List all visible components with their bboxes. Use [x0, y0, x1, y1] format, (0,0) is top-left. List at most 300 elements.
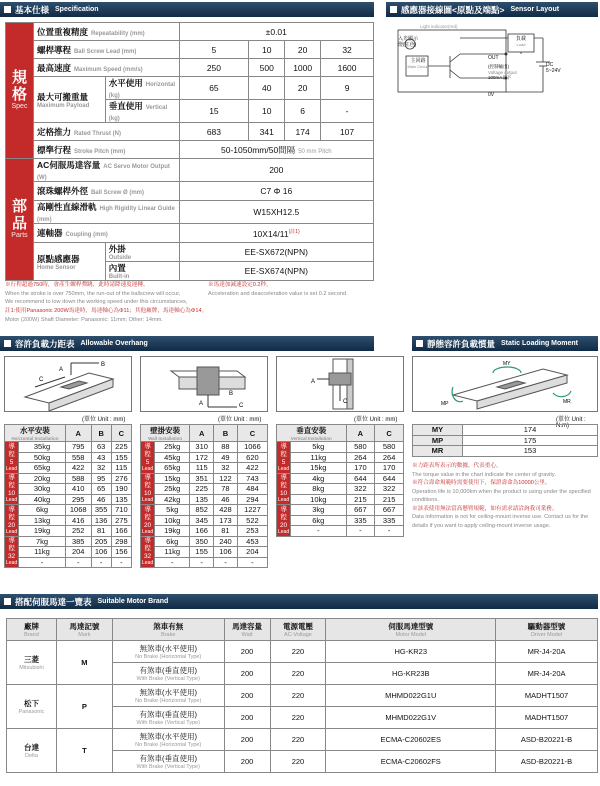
- lead-word: 導程: [8, 537, 15, 553]
- speed-value: 1000: [285, 59, 321, 77]
- overhang-value: 11kg: [19, 547, 66, 558]
- overhang-value: -: [155, 557, 190, 568]
- lead-value: 32: [321, 41, 374, 59]
- header-square-icon: [4, 340, 11, 347]
- lead-word: 導程: [8, 474, 15, 490]
- motor-col-header: [326, 619, 496, 641]
- moment-value: 174: [463, 425, 598, 436]
- overhang-value: -: [91, 557, 111, 568]
- lead-cell: [5, 473, 19, 505]
- overhang-value: 115: [190, 463, 214, 474]
- table-row: [5, 515, 132, 526]
- overhang-value: 15kg: [291, 463, 346, 474]
- voltage-cell: 220: [270, 707, 326, 729]
- spec-table: [5, 22, 374, 281]
- overhang-value: -: [65, 557, 91, 568]
- overhang-value: 65kg: [155, 463, 190, 474]
- table-row: [5, 526, 132, 537]
- overhang-table: [4, 424, 132, 568]
- overhang-value: 225: [190, 484, 214, 495]
- wall-install-diagram: [140, 356, 268, 412]
- svg-text:C: C: [343, 399, 348, 405]
- guide-value: W15XH12.5: [179, 201, 373, 224]
- motor-col-en: Brand: [24, 632, 39, 638]
- svg-text:MP: MP: [441, 401, 449, 407]
- motor-header: 搭配伺服馬達一覽表 Suitable Motor Brand: [0, 594, 598, 609]
- voltage-cell: 220: [270, 641, 326, 663]
- overhang-value: 45kg: [155, 452, 190, 463]
- moment-note-zh: ※該表使用無法當高懸臂規範，如有需求請洽詢我司業務。: [412, 505, 558, 512]
- speed-value: 1600: [321, 59, 374, 77]
- overhang-title-en: Wall Installation: [148, 436, 183, 441]
- payload-label: 最大可搬重量 Maximum Payload: [33, 77, 105, 123]
- overhang-value: 580: [375, 442, 404, 453]
- overhang-value: 295: [65, 494, 91, 505]
- overhang-value: 385: [65, 536, 91, 547]
- lead-word: 導程: [144, 474, 151, 490]
- motor-col-en: AC-Voltage: [284, 632, 312, 638]
- motor-model-cell: MHMD022G1U: [326, 685, 496, 707]
- overhang-value: 156: [111, 547, 131, 558]
- table-row: [7, 729, 598, 751]
- overhang-value: 852: [190, 505, 214, 516]
- lead-value: 32: [143, 553, 152, 561]
- overhang-value: 350: [190, 536, 214, 547]
- brake-zh: 無煞車(水平使用): [139, 644, 197, 653]
- overhang-value: 1068: [65, 505, 91, 516]
- payload-h-label: 水平使用 Horizontal (kg): [105, 77, 179, 100]
- overhang-value: 35kg: [19, 442, 66, 453]
- motor-col-zh: 馬達記號: [69, 622, 100, 631]
- table-row: [5, 536, 132, 547]
- lead-en: Lead: [6, 465, 18, 472]
- overhang-value: 106: [214, 547, 238, 558]
- lead-value: 20: [279, 521, 288, 529]
- svg-text:MY: MY: [503, 361, 511, 367]
- lead-en: Lead: [278, 465, 290, 472]
- driver-model-cell: ASD-B20221-B: [496, 729, 598, 751]
- overhang-value: 588: [65, 473, 91, 484]
- coupling-label: 連軸器 Coupling (mm): [33, 224, 179, 243]
- overhang-value: 10kg: [291, 494, 346, 505]
- overhang-value: 644: [375, 473, 404, 484]
- overhang-unit: (單位 Unit : mm): [354, 417, 398, 423]
- overhang-value: -: [190, 557, 214, 568]
- payload-h-value: 40: [249, 77, 285, 100]
- overhang-value: 276: [111, 473, 131, 484]
- overhang-value: 335: [375, 515, 404, 526]
- overhang-value: 19kg: [19, 526, 66, 537]
- overhang-value: 65: [91, 484, 111, 495]
- overhang-value: 106: [91, 547, 111, 558]
- overhang-title: 垂直安裝: [296, 426, 327, 435]
- lead-cell: [277, 473, 291, 505]
- moment-notes: [412, 462, 598, 530]
- overhang-value: -: [291, 526, 346, 537]
- brake-en: With Brake (Vertical Type): [136, 720, 200, 726]
- sensor-label: 原點感應器 Home Sensor: [33, 243, 105, 281]
- brake-zh: 無煞車(水平使用): [139, 732, 197, 741]
- lead-cell: [141, 505, 155, 537]
- voltage-label: (控制輸出) Voltage output 100mA以下: [488, 64, 517, 80]
- motor-col-header: [112, 619, 224, 641]
- overhang-value: 25kg: [155, 442, 190, 453]
- overhang-value: 275: [111, 515, 131, 526]
- overhang-value: 345: [190, 515, 214, 526]
- payload-v-value: 6: [285, 100, 321, 123]
- motor-table: [6, 618, 598, 773]
- table-row: [141, 442, 268, 453]
- lead-cell: [141, 442, 155, 474]
- motor-model-cell: HG-KR23B: [326, 663, 496, 685]
- motor-model-cell: ECMA-C20602ES: [326, 729, 496, 751]
- brake-cell: [112, 663, 224, 685]
- overhang-header: 容許負載力距表 Allowable Overhang: [0, 336, 374, 351]
- lead-value: 20: [143, 521, 152, 529]
- overhang-value: 416: [65, 515, 91, 526]
- overhang-value: -: [19, 557, 66, 568]
- lead-value: 10: [143, 490, 152, 498]
- overhang-value: 667: [346, 505, 375, 516]
- watt-cell: 200: [224, 707, 270, 729]
- overhang-value: 88: [214, 442, 238, 453]
- lead-cell: [141, 473, 155, 505]
- svg-text:C: C: [239, 403, 244, 409]
- lead-en: Lead: [142, 497, 154, 504]
- table-row: [277, 515, 404, 526]
- overhang-value: 667: [375, 505, 404, 516]
- lead-value: 5: [9, 458, 14, 466]
- lead-label: 螺桿導程 Ball Screw Lead (mm): [33, 41, 179, 59]
- moment-axis: MY: [413, 425, 463, 436]
- lead-cell: [5, 536, 19, 568]
- overhang-value: 20kg: [19, 473, 66, 484]
- overhang-value: 6kg: [19, 505, 66, 516]
- svg-text:C: C: [39, 377, 44, 383]
- overhang-value: 294: [237, 494, 267, 505]
- overhang-value: 204: [237, 547, 267, 558]
- overhang-col-header: C: [237, 425, 267, 442]
- overhang-value: 484: [237, 484, 267, 495]
- repeat-label: 位置重複精度 Repeatability (mm): [33, 23, 179, 41]
- lead-word: 導程: [144, 505, 151, 521]
- overhang-value: 15kg: [155, 473, 190, 484]
- lead-en: Lead: [6, 528, 18, 535]
- brand-zh: 松下: [23, 699, 39, 708]
- brand-cell: [7, 729, 57, 773]
- lead-value: 20: [7, 521, 16, 529]
- overhang-title-cell: [141, 425, 190, 442]
- moment-note-en: Data information is not for ceiling-mount inverse use. Contact us for the details if you want to apply ceiling-mount inverse usage.: [412, 514, 589, 529]
- table-row: [277, 452, 404, 463]
- watt-cell: 200: [224, 641, 270, 663]
- overhang-value: 558: [65, 452, 91, 463]
- overhang-value: 322: [346, 484, 375, 495]
- table-row: [5, 505, 132, 516]
- lead-en: Lead: [142, 465, 154, 472]
- lead-word: 導程: [144, 537, 151, 553]
- overhang-value: 32: [214, 463, 238, 474]
- overhang-value: 710: [111, 505, 131, 516]
- stroke-value: 50-1050mm/50間隔 50 mm Pitch: [179, 141, 373, 159]
- lead-word: 導程: [144, 442, 151, 458]
- overhang-value: 422: [65, 463, 91, 474]
- overhang-value: 65kg: [19, 463, 66, 474]
- overhang-value: 1066: [237, 442, 267, 453]
- table-row: [277, 442, 404, 453]
- overhang-value: 170: [375, 463, 404, 474]
- overhang-value: 25kg: [155, 484, 190, 495]
- zero-volt-label: 0V: [488, 92, 495, 98]
- speed-value: 250: [179, 59, 249, 77]
- moment-note-zh: ※符合壽命規範時需要使用下，保證壽命為10000公里。: [412, 480, 551, 486]
- brake-zh: 有煞車(垂直使用): [139, 710, 197, 719]
- watt-cell: 200: [224, 751, 270, 773]
- thrust-value: 341: [249, 123, 285, 141]
- overhang-value: 3kg: [291, 505, 346, 516]
- overhang-col-header: B: [214, 425, 238, 442]
- motor-col-zh: 馬達容量: [232, 622, 263, 631]
- lead-en: Lead: [278, 497, 290, 504]
- overhang-value: 225: [111, 442, 131, 453]
- overhang-value: 204: [65, 547, 91, 558]
- overhang-table: [140, 424, 268, 568]
- overhang-value: 13kg: [19, 515, 66, 526]
- brake-en: With Brake (Vertical Type): [136, 676, 200, 682]
- motor-col-en: Brake: [161, 632, 176, 638]
- overhang-value: 252: [65, 526, 91, 537]
- spec-header: 基本仕様 Specification: [0, 2, 374, 17]
- overhang-value: 351: [190, 473, 214, 484]
- load-label: 負載 Load: [515, 36, 526, 47]
- table-row: [141, 505, 268, 516]
- main-circuit-label: 主回路 Main Circuit: [407, 58, 429, 69]
- brake-cell: [112, 751, 224, 773]
- moment-table: [412, 424, 598, 457]
- overhang-value: 620: [237, 452, 267, 463]
- overhang-col-header: A: [190, 425, 214, 442]
- motor-model-cell: MHMD022G1V: [326, 707, 496, 729]
- lead-value: 10: [249, 41, 285, 59]
- overhang-value: 264: [346, 452, 375, 463]
- svg-text:MR: MR: [563, 399, 571, 405]
- overhang-value: 115: [111, 463, 131, 474]
- indicator-label: 入光顯示燈(紅色): [398, 36, 419, 48]
- overhang-value: 215: [375, 494, 404, 505]
- overhang-value: 11kg: [291, 452, 346, 463]
- overhang-value: -: [346, 526, 375, 537]
- overhang-col-header: C: [375, 425, 404, 442]
- table-row: [141, 557, 268, 568]
- overhang-value: 10kg: [155, 515, 190, 526]
- overhang-value: 580: [346, 442, 375, 453]
- motor-col-header: [7, 619, 57, 641]
- overhang-value: -: [237, 557, 267, 568]
- overhang-value: 8kg: [291, 484, 346, 495]
- overhang-value: 215: [346, 494, 375, 505]
- overhang-value: 155: [190, 547, 214, 558]
- overhang-value: 422: [237, 463, 267, 474]
- overhang-value: 205: [91, 536, 111, 547]
- lead-cell: [141, 536, 155, 568]
- table-row: [141, 484, 268, 495]
- header-square-icon: [4, 598, 11, 605]
- thrust-value: 107: [321, 123, 374, 141]
- motor-col-header: [56, 619, 112, 641]
- motor-col-en: Mark: [78, 632, 91, 638]
- motor-value: 200: [179, 159, 373, 182]
- payload-h-value: 20: [285, 77, 321, 100]
- overhang-title-en: Horizontal Installation: [11, 436, 59, 441]
- parts-group-label: 部品 Parts: [6, 159, 34, 281]
- overhang-value: 6kg: [291, 515, 346, 526]
- motor-col-en: Driver Model: [530, 632, 563, 638]
- driver-model-cell: ASD-B20221-B: [496, 751, 598, 773]
- thrust-label: 定格推力 Rated Thrust (N): [33, 123, 179, 141]
- brake-zh: 有煞車(垂直使用): [139, 666, 197, 675]
- brake-en: No Brake (Horizontal Type): [135, 742, 202, 748]
- watt-cell: 200: [224, 685, 270, 707]
- lead-value: 10: [7, 490, 16, 498]
- driver-model-cell: MADHT1507: [496, 707, 598, 729]
- overhang-value: 335: [346, 515, 375, 526]
- table-row: [7, 619, 598, 641]
- speed-value: 500: [249, 59, 285, 77]
- driver-model-cell: MR-J4-20A: [496, 663, 598, 685]
- wall-overhang-table: [140, 424, 268, 568]
- overhang-value: 428: [214, 505, 238, 516]
- table-row: [141, 452, 268, 463]
- driver-model-cell: MADHT1507: [496, 685, 598, 707]
- table-row: [5, 463, 132, 474]
- repeat-value: ±0.01: [179, 23, 373, 41]
- brand-en: Mitsubishi: [19, 665, 44, 671]
- overhang-value: 166: [111, 526, 131, 537]
- overhang-value: 42kg: [155, 494, 190, 505]
- overhang-value: 166: [190, 526, 214, 537]
- brake-cell: [112, 641, 224, 663]
- thrust-value: 174: [285, 123, 321, 141]
- overhang-value: 170: [346, 463, 375, 474]
- payload-h-value: 9: [321, 77, 374, 100]
- overhang-value: 122: [214, 473, 238, 484]
- overhang-value: 453: [237, 536, 267, 547]
- overhang-value: 155: [111, 452, 131, 463]
- motor-col-zh: 廠牌: [23, 622, 39, 631]
- overhang-value: 81: [214, 526, 238, 537]
- voltage-cell: 220: [270, 663, 326, 685]
- overhang-value: -: [375, 526, 404, 537]
- table-row: [5, 452, 132, 463]
- lead-value: 20: [285, 41, 321, 59]
- lead-cell: [5, 505, 19, 537]
- overhang-value: 522: [237, 515, 267, 526]
- overhang-value: 173: [214, 515, 238, 526]
- table-row: [141, 494, 268, 505]
- brand-en: Delta: [25, 753, 38, 759]
- brake-cell: [112, 729, 224, 751]
- lead-en: Lead: [6, 497, 18, 504]
- brand-zh: 台達: [23, 743, 39, 752]
- driver-model-cell: MR-J4-20A: [496, 641, 598, 663]
- overhang-unit: (單位 Unit : mm): [218, 417, 262, 423]
- overhang-value: 743: [237, 473, 267, 484]
- lead-cell: [277, 442, 291, 474]
- table-row: [5, 473, 132, 484]
- overhang-value: 410: [65, 484, 91, 495]
- screw-value: C7 Φ 16: [179, 182, 373, 201]
- overhang-value: 49: [214, 452, 238, 463]
- overhang-value: 644: [346, 473, 375, 484]
- header-square-icon: [416, 340, 423, 347]
- screw-label: 滾珠螺桿外徑 Ball Screw Ø (mm): [33, 182, 179, 201]
- svg-text:B: B: [229, 391, 234, 397]
- overhang-value: 81: [91, 526, 111, 537]
- moment-axis: MP: [413, 435, 463, 446]
- overhang-value: 19kg: [155, 526, 190, 537]
- overhang-value: 5kg: [155, 505, 190, 516]
- lead-cell: [277, 505, 291, 537]
- mark-cell: T: [56, 729, 112, 773]
- overhang-value: 795: [65, 442, 91, 453]
- spec-note-3: 註1:使用Panasonic 200W馬達時，馬達軸心為Φ11；其他廠牌，馬達軸心為Φ14。 Motor (200W) Shaft Diameter: Panasonic: 11mm; Other: 14mm.: [5, 308, 208, 323]
- table-row: [141, 463, 268, 474]
- overhang-value: 50kg: [19, 452, 66, 463]
- guide-label: 高剛性直線滑軌 High Rigidity Linear Guide (mm): [33, 201, 179, 224]
- moment-value: 153: [463, 446, 598, 457]
- overhang-value: 253: [237, 526, 267, 537]
- overhang-value: 63: [91, 442, 111, 453]
- sensor-in-label: 內置 Built-in: [105, 262, 179, 281]
- overhang-title-en: Vertical Installation: [290, 436, 332, 441]
- motor-col-zh: 伺服馬達型號: [388, 622, 434, 631]
- spec-note-2: ※馬達加減速設定0.2秒。 Acceleration and deacceleration value is set 0.2 second.: [208, 282, 348, 297]
- lead-value: 10: [279, 490, 288, 498]
- spec-group-label: 規格 Spec: [6, 23, 34, 159]
- table-row: [141, 526, 268, 537]
- overhang-title-cell: [5, 425, 66, 442]
- overhang-table: [276, 424, 404, 537]
- moment-axis: MR: [413, 446, 463, 457]
- table-row: [413, 446, 598, 457]
- lead-en: Lead: [142, 560, 154, 567]
- lead-value: 5: [281, 458, 286, 466]
- motor-model-cell: ECMA-C20602FS: [326, 751, 496, 773]
- table-row: [277, 526, 404, 537]
- overhang-value: 310: [190, 442, 214, 453]
- payload-v-label: 垂直使用 Vertical (kg): [105, 100, 179, 123]
- lead-value: 5: [145, 458, 150, 466]
- overhang-value: -: [214, 557, 238, 568]
- moment-note-en: Operation life is 10,000km when the product is using under the specified conditions.: [412, 488, 591, 503]
- table-row: [413, 435, 598, 446]
- overhang-value: 78: [214, 484, 238, 495]
- overhang-value: 46: [214, 494, 238, 505]
- mark-cell: M: [56, 641, 112, 685]
- svg-text:A: A: [311, 379, 316, 385]
- svg-text:A: A: [199, 401, 204, 407]
- sensor-out-label: 外掛 Outside: [105, 243, 179, 262]
- table-row: [277, 505, 404, 516]
- brake-en: With Brake (Vertical Type): [136, 764, 200, 770]
- overhang-value: 6kg: [155, 536, 190, 547]
- payload-v-value: -: [321, 100, 374, 123]
- coupling-value: $10X14/11^{(註1)}$: [179, 224, 373, 243]
- table-row: [5, 442, 132, 453]
- table-row: [141, 515, 268, 526]
- moment-note-en: The torque value in the chart indicate the center of gravity.: [412, 471, 556, 478]
- table-row: [7, 685, 598, 707]
